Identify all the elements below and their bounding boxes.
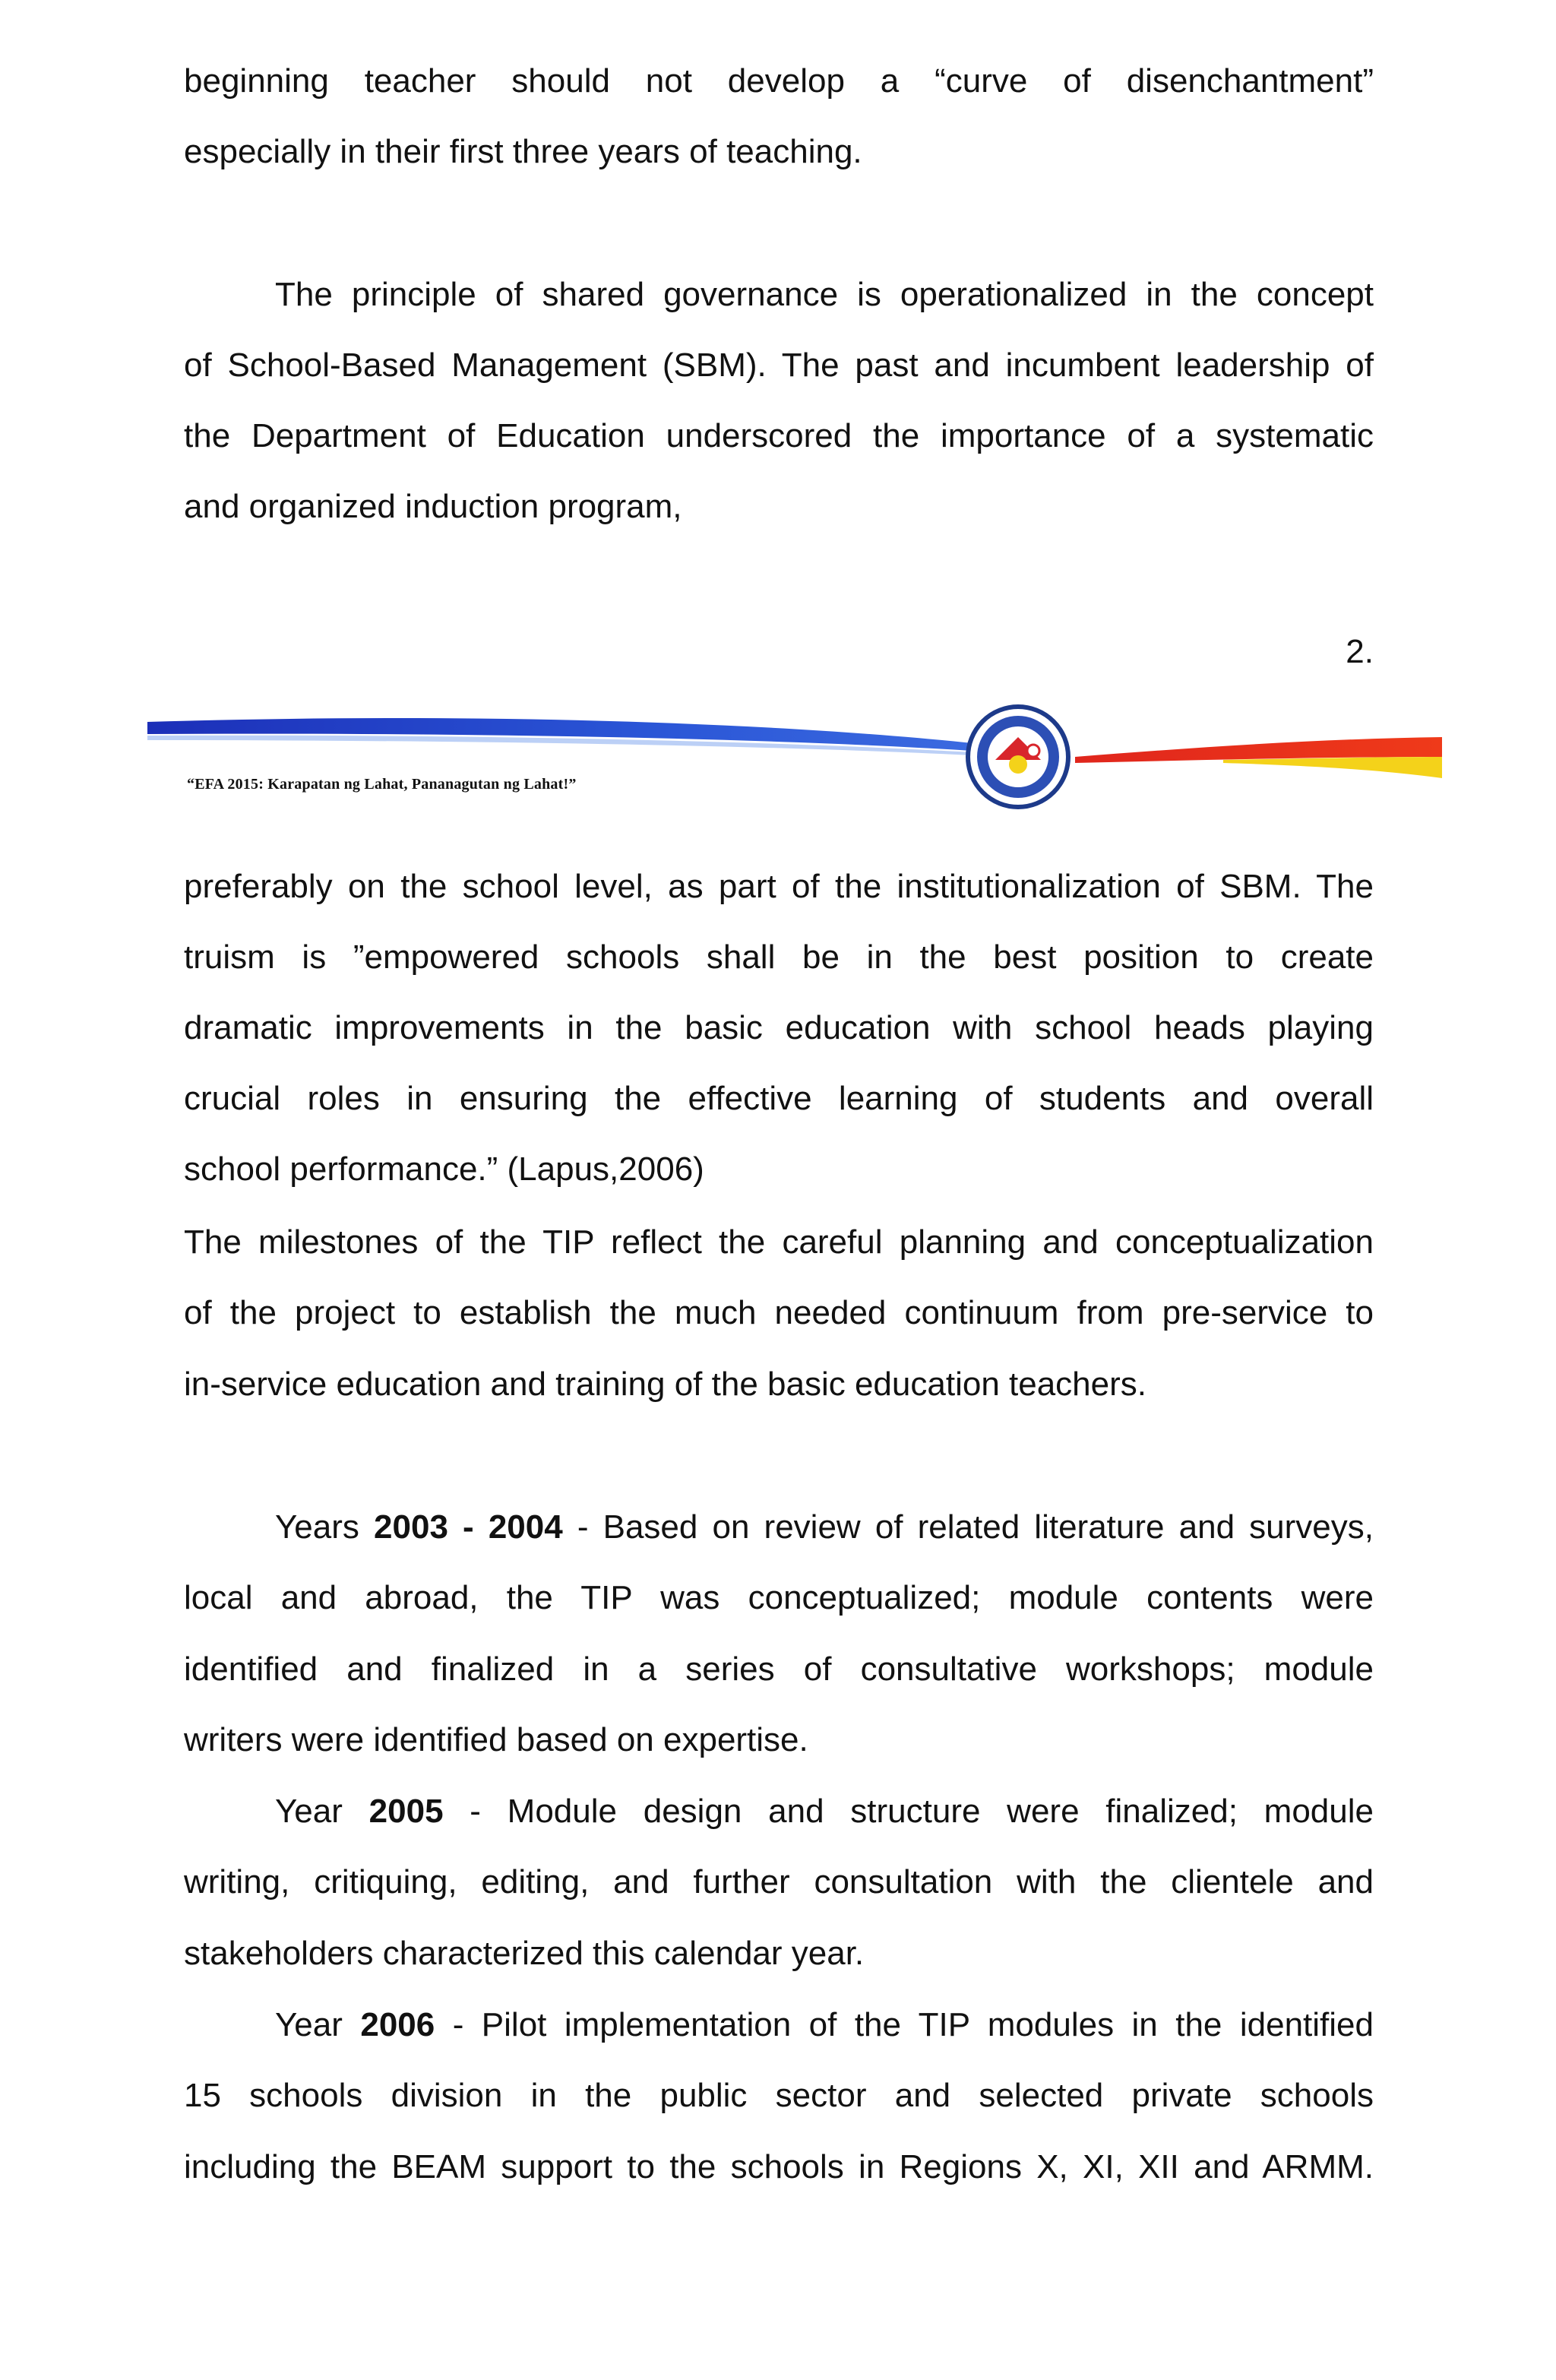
- milestone-1-prefix: Years: [275, 1508, 375, 1546]
- shared-governance-line-1: The principle of shared governance is operationalized in the concept: [275, 276, 1374, 313]
- top-paragraph-line-1: beginning teacher should not develop a “curve of disenchantment”: [184, 62, 1374, 100]
- milestone-1-year: 2003 - 2004: [374, 1508, 563, 1546]
- continuation-line-1: preferably on the school level, as part of the institutionalization of SBM. The: [184, 868, 1374, 905]
- milestone-2-line-3: stakeholders characterized this calendar year.: [184, 1935, 865, 1972]
- milestone-1-rest: - Based on review of related literature and surveys,: [562, 1508, 1374, 1546]
- milestones-line-1: The milestones of the TIP reflect the careful planning and conceptualization: [184, 1223, 1374, 1261]
- milestones-line-3: in-service education and training of the basic education teachers.: [184, 1366, 1146, 1403]
- milestone-2-prefix: Year: [275, 1793, 369, 1830]
- footer-blue-swoosh: [147, 718, 972, 751]
- continuation-line-2: truism is ”empowered schools shall be in the best position to create: [184, 938, 1374, 976]
- deped-seal-icon: [965, 699, 1071, 813]
- milestone-2-rest: - Module design and structure were finalized; module: [443, 1793, 1374, 1830]
- page-number: 2.: [1346, 633, 1374, 670]
- continuation-line-3: dramatic improvements in the basic education with school heads playing: [184, 1009, 1374, 1046]
- milestone-1-line-3: identified and finalized in a series of consultative workshops; module: [184, 1650, 1374, 1688]
- milestone-2-line-1: [184, 1789, 1374, 1834]
- milestone-2-line-2: writing, critiquing, editing, and further consultation with the clientele and: [184, 1863, 1374, 1901]
- footer-caption: “EFA 2015: Karapatan ng Lahat, Pananagutan ng Lahat!”: [187, 776, 577, 793]
- footer-band: [144, 699, 1445, 821]
- shared-governance-line-3: the Department of Education underscored the importance of a systematic: [184, 417, 1374, 454]
- milestone-2-year: 2005: [368, 1793, 444, 1830]
- continuation-line-5: school performance.” (Lapus,2006): [184, 1150, 704, 1188]
- milestone-3-rest: - Pilot implementation of the TIP modules in the identified: [435, 2006, 1374, 2043]
- footer-yellow-swoosh: [1223, 757, 1442, 778]
- milestone-1-line-2: local and abroad, the TIP was conceptualized; module contents were: [184, 1579, 1374, 1616]
- milestone-3-line-3: including the BEAM support to the schools in Regions X, XI, XII and ARMM.: [184, 2148, 1374, 2185]
- shared-governance-line-2: of School-Based Management (SBM). The past and incumbent leadership of: [184, 347, 1374, 384]
- milestone-3-year: 2006: [360, 2006, 435, 2043]
- milestone-3-line-2: 15 schools division in the public sector and selected private schools: [184, 2077, 1374, 2114]
- milestone-1-line-1: [184, 1505, 1374, 1550]
- milestones-line-2: of the project to establish the much needed continuum from pre-service to: [184, 1294, 1374, 1331]
- continuation-line-4: crucial roles in ensuring the effective learning of students and overall: [184, 1080, 1374, 1117]
- shared-governance-line-4: and organized induction program,: [184, 488, 682, 525]
- top-paragraph-line-2: especially in their first three years of teaching.: [184, 133, 862, 170]
- milestone-3-prefix: Year: [275, 2006, 361, 2043]
- milestone-1-line-4: writers were identified based on expertise.: [184, 1721, 808, 1758]
- milestone-3-line-1: [184, 2002, 1374, 2048]
